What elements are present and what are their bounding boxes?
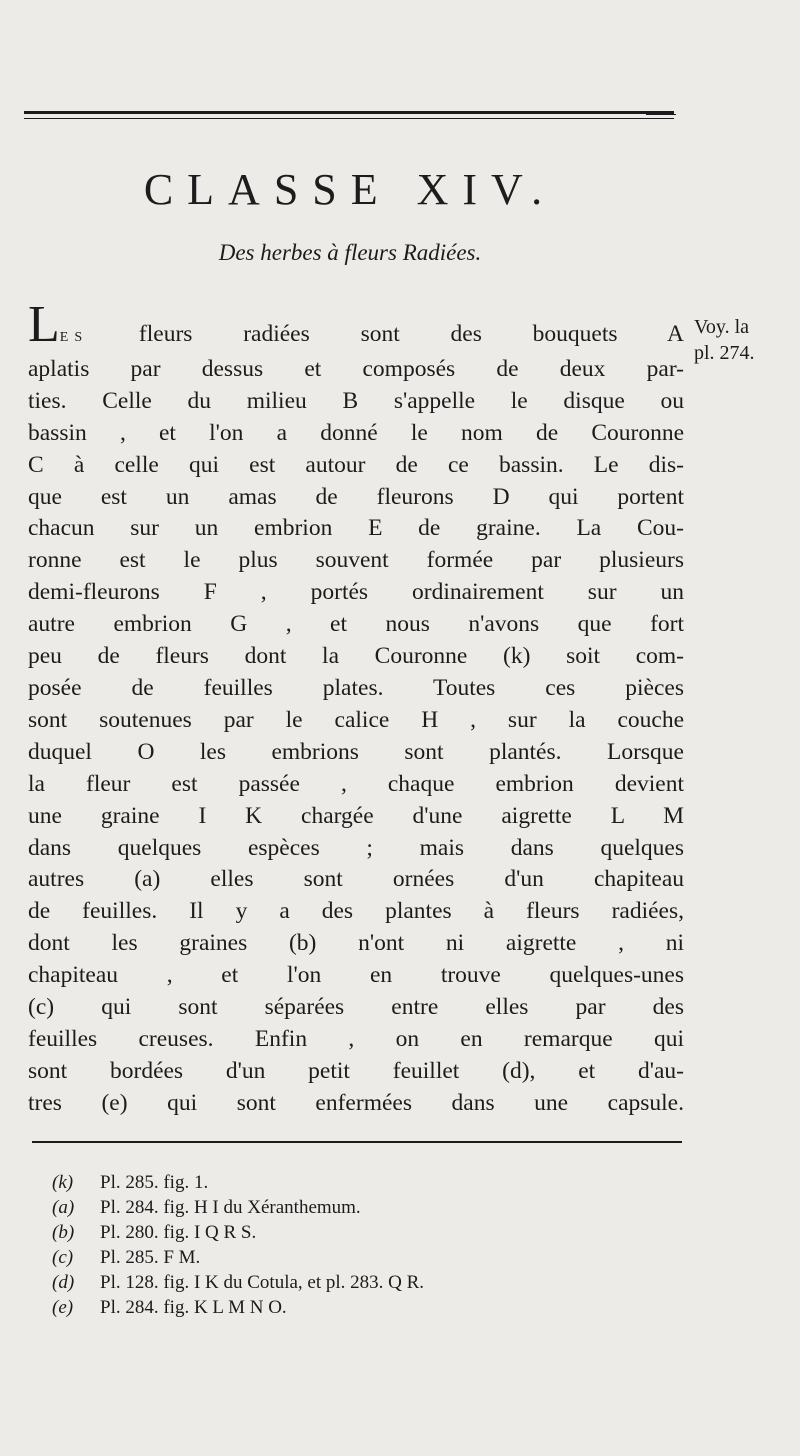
footnote-mark: (e)	[52, 1297, 74, 1318]
body-line: sont bordées d'un petit feuillet (d), et d'au-	[28, 1057, 684, 1084]
body-line: la fleur est passée , chaque embrion devient	[28, 770, 684, 797]
drop-cap: L	[28, 296, 60, 353]
body-line: demi-fleurons F , portés ordinairement sur un	[28, 579, 684, 606]
body-line: autre embrion G , et nous n'avons que fort	[28, 611, 684, 638]
margin-note-line: pl. 274.	[694, 342, 755, 364]
body-line: autres (a) elles sont ornées d'un chapiteau	[28, 866, 684, 893]
body-line: sont soutenues par le calice H , sur la couche	[28, 706, 684, 733]
footnote-mark: (c)	[52, 1247, 74, 1268]
body-line-text: fleurs radiées sont des bouquets A	[88, 321, 684, 347]
footnote-mark: (a)	[52, 1197, 75, 1218]
body-line: que est un amas de fleurons D qui portent	[28, 483, 684, 510]
chapter-subtitle: Des herbes à fleurs Radiées.	[218, 240, 482, 265]
footnote-text: Pl. 284. fig. K L M N O.	[100, 1297, 287, 1318]
body-line: duquel O les embrions sont plantés. Lorsque	[28, 738, 684, 765]
footnote-item	[52, 1270, 692, 1295]
footnotes	[52, 1170, 692, 1320]
margin-note-line: Voy. la	[694, 316, 749, 338]
footnote-text: Pl. 285. fig. 1.	[100, 1172, 209, 1193]
body-line: chacun sur un embrion E de graine. La Cou-	[28, 515, 684, 542]
body-line: feuilles creuses. Enfin , on en remarque qui	[28, 1025, 684, 1052]
top-rule	[24, 111, 674, 119]
footnote-text: Pl. 280. fig. I Q R S.	[100, 1222, 257, 1243]
footnote-item	[52, 1295, 692, 1320]
body-line: ties. Celle du milieu B s'appelle le disque ou	[28, 387, 684, 414]
footnote-text: Pl. 284. fig. H I du Xéranthemum.	[100, 1197, 361, 1218]
footnote-text: Pl. 285. F M.	[100, 1247, 201, 1268]
body-line: dans quelques espèces ; mais dans quelques	[28, 834, 684, 861]
footnote-item	[52, 1170, 692, 1195]
body-line: peu de fleurs dont la Couronne (k) soit com-	[28, 643, 684, 670]
body-line: dont les graines (b) n'ont ni aigrette , ni	[28, 930, 684, 957]
body-line: tres (e) qui sont enfermées dans une capsule.	[28, 1089, 684, 1116]
footnote-item	[52, 1245, 692, 1270]
chapter-title: CLASSE XIV.	[143, 165, 557, 214]
body-line: une graine I K chargée d'une aigrette L M	[28, 802, 684, 829]
body-line: bassin , et l'on a donné le nom de Couronne	[28, 419, 684, 446]
body-line: chapiteau , et l'on en trouve quelques-unes	[28, 962, 684, 989]
body-line: aplatis par dessus et composés de deux par-	[28, 355, 684, 382]
body-line	[28, 296, 684, 354]
body-line: posée de feuilles plates. Toutes ces pièces	[28, 674, 684, 701]
footnote-item	[52, 1220, 692, 1245]
body-paragraph	[28, 296, 684, 1120]
body-line: C à celle qui est autour de ce bassin. Le dis-	[28, 451, 684, 478]
footnote-text: Pl. 128. fig. I K du Cotula, et pl. 283. Q R.	[100, 1272, 425, 1293]
margin-note	[694, 314, 794, 366]
footnote-mark: (d)	[52, 1272, 75, 1293]
footnote-mark: (b)	[52, 1222, 75, 1243]
body-line: (c) qui sont séparées entre elles par des	[28, 994, 684, 1021]
body-line: de feuilles. Il y a des plantes à fleurs radiées,	[28, 898, 684, 925]
footnote-mark: (k)	[52, 1172, 74, 1193]
small-caps-word: ES	[59, 330, 89, 345]
footnote-item	[52, 1195, 692, 1220]
body-line: ronne est le plus souvent formée par plusieurs	[28, 547, 684, 574]
footnote-rule	[32, 1141, 682, 1143]
